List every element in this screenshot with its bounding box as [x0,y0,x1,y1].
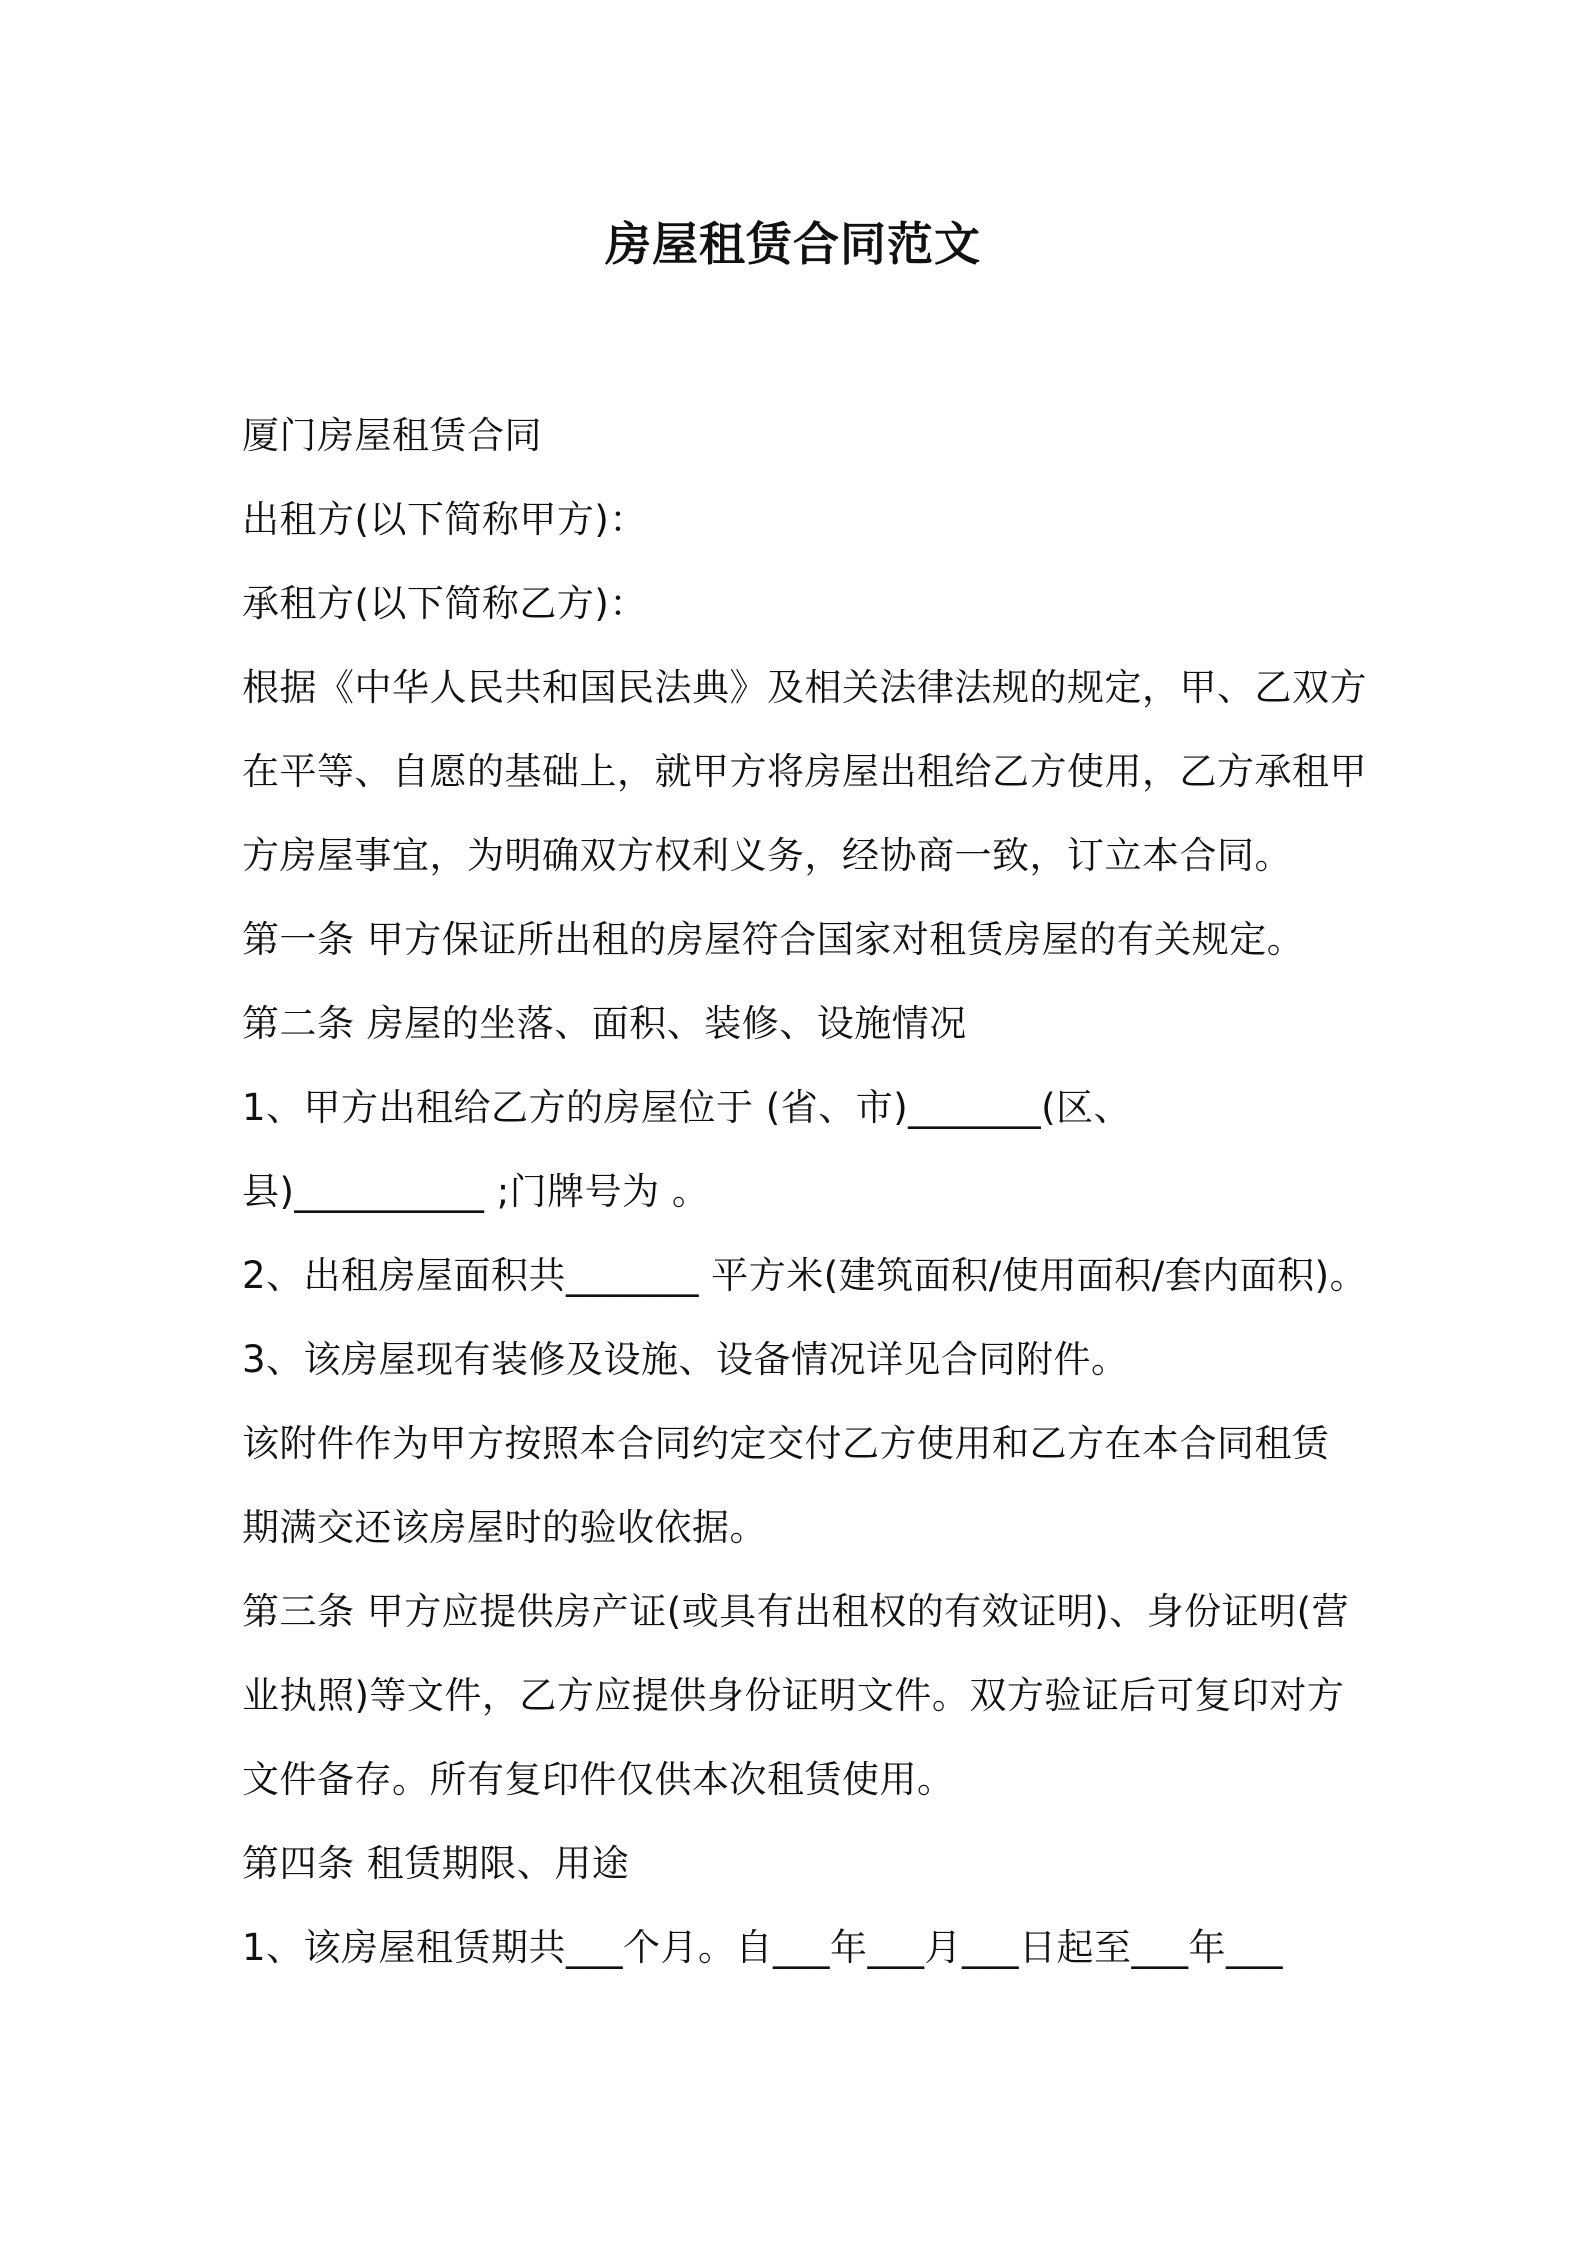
preamble-line-3: 方房屋事宜，为明确双方权利义务，经协商一致，订立本合同。 [242,834,1292,877]
article-2-heading: 第二条 房屋的坐落、面积、装修、设施情况 [242,1002,967,1045]
lessee-line: 承租方(以下简称乙方)： [242,582,647,625]
article-3-line-3: 文件备存。所有复印件仅供本次租赁使用。 [242,1758,955,1801]
preamble-line-1: 根据《中华人民共和国民法典》及相关法律法规的规定，甲、乙双方 [242,666,1367,709]
article-2-item-3: 3、该房屋现有装修及设施、设备情况详见合同附件。 [242,1338,1129,1381]
document-title: 房屋租赁合同范文 [605,217,981,271]
article-1: 第一条 甲方保证所出租的房屋符合国家对租赁房屋的有关规定。 [242,918,1305,961]
article-2-item-1-line-1: 1、甲方出租给乙方的房屋位于 (省、市)_______(区、 [242,1086,1132,1129]
article-4-heading: 第四条 租赁期限、用途 [242,1842,630,1885]
article-3-line-1: 第三条 甲方应提供房产证(或具有出租权的有效证明)、身份证明(营 [242,1590,1350,1633]
contract-name: 厦门房屋租赁合同 [242,414,542,457]
preamble-line-2: 在平等、自愿的基础上，就甲方将房屋出租给乙方使用，乙方承租甲 [242,750,1367,793]
annex-note-line-1: 该附件作为甲方按照本合同约定交付乙方使用和乙方在本合同租赁 [242,1422,1330,1465]
article-2-item-1-line-2: 县)__________ ;门牌号为 。 [242,1170,710,1213]
article-4-item-1: 1、该房屋租赁期共___个月。自___年___月___日起至___年___ [242,1926,1284,1969]
article-2-item-2: 2、出租房屋面积共_______ 平方米(建筑面积/使用面积/套内面积)。 [242,1254,1368,1297]
lessor-line: 出租方(以下简称甲方)： [242,498,647,541]
article-3-line-2: 业执照)等文件，乙方应提供身份证明文件。双方验证后可复印对方 [242,1674,1345,1717]
annex-note-line-2: 期满交还该房屋时的验收依据。 [242,1506,767,1549]
